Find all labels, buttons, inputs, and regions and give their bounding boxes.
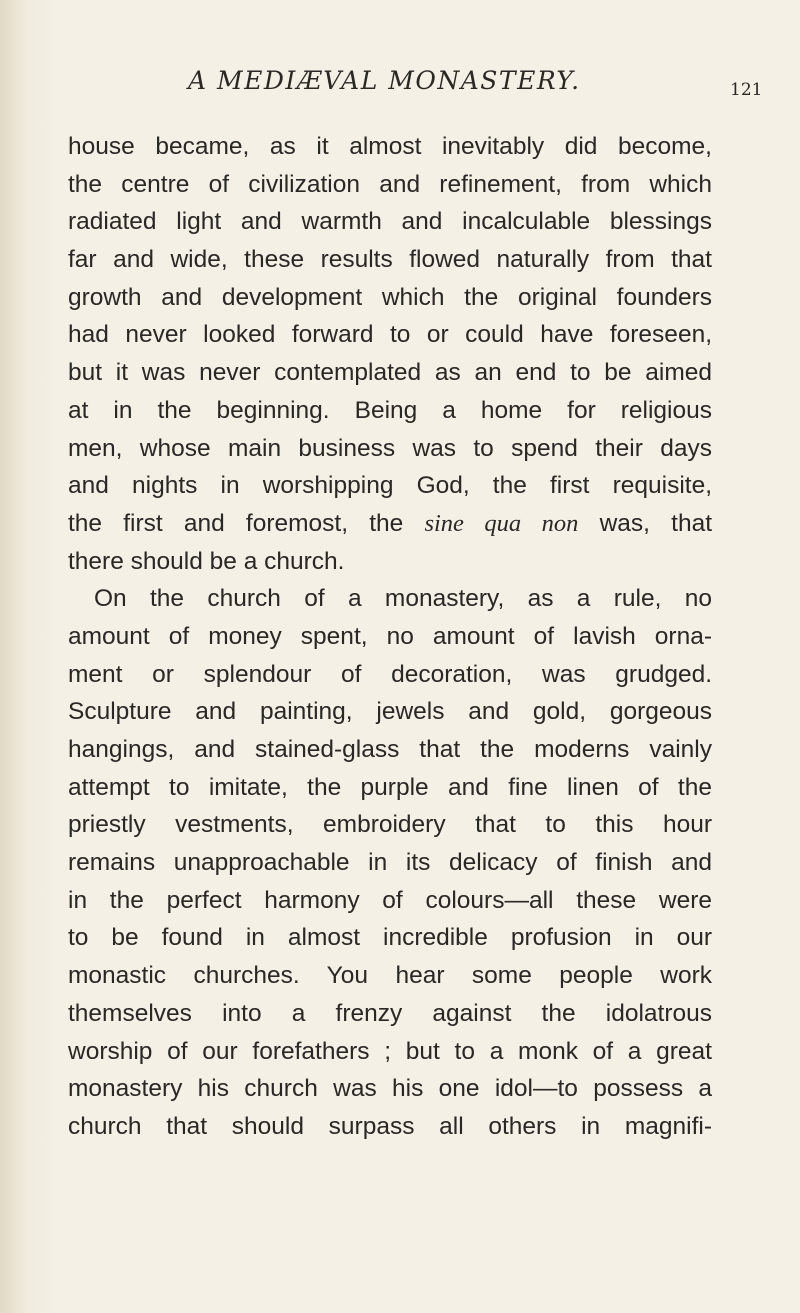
text-line: attempt to imitate, the purple and fine linen of the bbox=[68, 773, 712, 801]
paragraph-2 bbox=[68, 580, 712, 1145]
text-line: the centre of civilization and refinement, from which bbox=[68, 170, 712, 198]
text-line: themselves into a frenzy against the idolatrous bbox=[68, 999, 712, 1027]
page-number: 121 bbox=[730, 80, 763, 100]
text-line: radiated light and warmth and incalculable blessings bbox=[68, 208, 712, 236]
text-line: to be found in almost incredible profusion in our bbox=[68, 924, 712, 952]
text-line: but it was never contemplated as an end to be aimed bbox=[68, 359, 712, 387]
text-line: amount of money spent, no amount of lavish orna- bbox=[68, 622, 712, 650]
text-line: house became, as it almost inevitably did become, bbox=[68, 133, 712, 160]
text-line: On the church of a monastery, as a rule, no bbox=[94, 585, 712, 613]
text-line: men, whose main business was to spend their days bbox=[68, 434, 712, 462]
running-title: A MEDIÆVAL MONASTERY. bbox=[188, 66, 581, 95]
text-fragment: was, that bbox=[578, 509, 712, 537]
body-text bbox=[68, 128, 712, 1146]
text-line: Sculpture and painting, jewels and gold, gorgeous bbox=[68, 698, 712, 726]
text-line: ment or splendour of decoration, was grudged. bbox=[68, 660, 712, 688]
text-line: church that should surpass all others in magnifi- bbox=[68, 1112, 712, 1140]
text-line: and nights in worshipping God, the first requisite, bbox=[68, 472, 712, 500]
text-line: there should be a church. bbox=[68, 547, 345, 575]
text-line: hangings, and stained-glass that the moderns vainly bbox=[68, 736, 712, 763]
text-line: in the perfect harmony of colours—all these were bbox=[68, 886, 712, 914]
text-line: had never looked forward to or could have foreseen, bbox=[68, 321, 712, 349]
text-line: worship of our forefathers ; but to a monk of a great bbox=[68, 1037, 712, 1065]
text-line: monastic churches. You hear some people work bbox=[68, 962, 712, 990]
text-line: monastery his church was his one idol—to possess a bbox=[68, 1075, 712, 1103]
text-line: remains unapproachable in its delicacy of finish and bbox=[68, 849, 712, 877]
text-line: priestly vestments, embroidery that to this hour bbox=[68, 811, 712, 839]
text-line: at in the beginning. Being a home for religious bbox=[68, 396, 712, 424]
text-line: far and wide, these results flowed naturally from that bbox=[68, 246, 712, 274]
running-head bbox=[0, 66, 800, 106]
text-line: growth and development which the original founders bbox=[68, 283, 712, 311]
text-line-with-latin-phrase bbox=[68, 505, 712, 543]
paragraph-1 bbox=[68, 128, 712, 580]
text-fragment: the first and foremost, the bbox=[68, 509, 425, 537]
latin-phrase: sine qua non bbox=[424, 509, 579, 537]
